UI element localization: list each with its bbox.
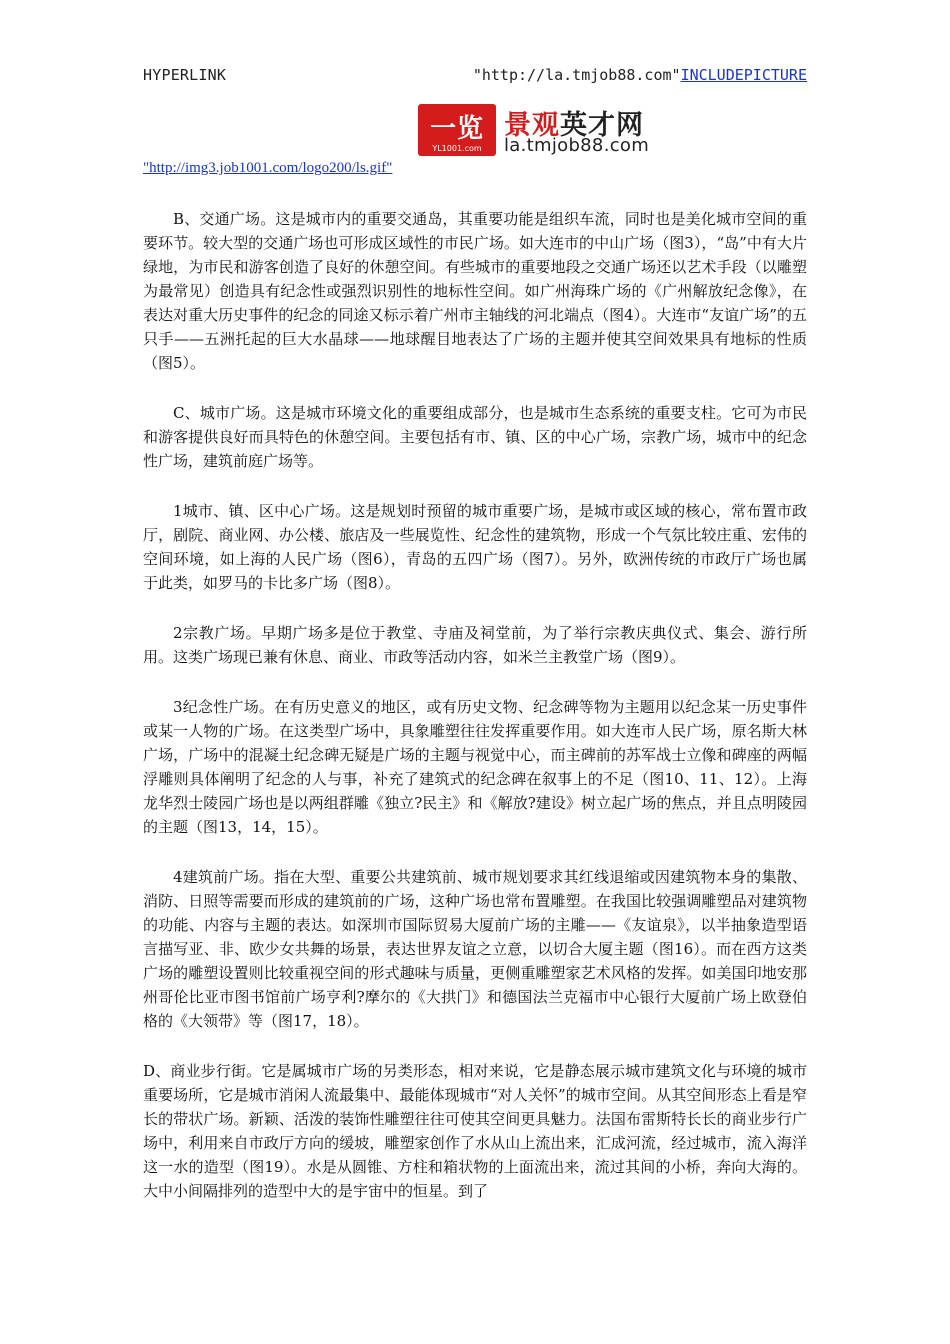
field-code-line (143, 66, 807, 90)
paragraph-traffic-square: B、交通广场。这是城市内的重要交通岛，其重要功能是组织车流，同时也是美化城市空间的重要环节。较大型的交通广场也可形成区域性的市民广场。如大连市的中山广场（图3），“岛”中有大片绿地，为市民和游客创造了良好的休憩空间。有些城市的重要地段之交通广场还以艺术手段（以雕塑为最常见）创造具有纪念性或强烈识别性的地标性空间。如广州海珠广场的《广州解放纪念像》，在表达对重大历史事件的纪念的同途又标示着广州市主轴线的河北端点（图4）。大连市“友谊广场”的五只手——五洲托起的巨大水晶球——地球醒目地表达了广场的主题并使其空间效果具有地标的性质（图5）。 (143, 210, 807, 372)
logo-badge (418, 104, 496, 156)
hyperlink-field-code: HYPERLINK (143, 66, 227, 84)
site-logo[interactable] (418, 104, 668, 156)
logo-badge-domain: YL1001.com (432, 144, 482, 153)
hyperlink-url-text: "http://la.tmjob88.com" (472, 66, 681, 84)
paragraph-pedestrian-street: D、商业步行街。它是属城市广场的另类形态，相对来说，它是静态展示城市建筑文化与环境的城市重要场所，它是城市消闲人流最集中、最能体现城市“对人关怀”的城市空间。从其空间形态上看是窄长的带状广场。新颖、活泼的装饰性雕塑往往可使其空间更具魅力。法国布雷斯特长长的商业步行广场中，利用来自市政厅方向的缓坡，雕塑家创作了水从山上流出来，汇成河流，经过城市，流入海洋这一水的造型（图19）。水是从圆锥、方柱和箱状物的上面流出来，流过其间的小桥，奔向大海的。大中小间隔排列的造型中大的是宇宙中的恒星。到了 (143, 1062, 807, 1200)
article-body (143, 207, 807, 1229)
field-url-group (473, 66, 807, 84)
includepicture-link[interactable]: INCLUDEPICTURE (680, 66, 807, 84)
paragraph-religious-square: 2宗教广场。早期广场多是位于教堂、寺庙及祠堂前，为了举行宗教庆典仪式、集会、游行所用。这类广场现已兼有休息、商业、市政等活动内容，如米兰主教堂广场（图9）。 (143, 624, 807, 666)
paragraph-center-square: 1城市、镇、区中心广场。这是规划时预留的城市重要广场，是城市或区域的核心，常布置市政厅，剧院、商业网、办公楼、旅店及一些展览性、纪念性的建筑物，形成一个气氛比较庄重、宏伟的空间环境，如上海的人民广场（图6），青岛的五四广场（图7）。另外，欧洲传统的市政厅广场也属于此类，如罗马的卡比多广场（图8）。 (143, 502, 807, 592)
logo-title-red: 景观 (504, 110, 560, 141)
paragraph-city-square: C、城市广场。这是城市环境文化的重要组成部分，也是城市生态系统的重要支柱。它可为市民和游客提供良好而具特色的休憩空间。主要包括有市、镇、区的中心广场，宗教广场，城市中的纪念性广场，建筑前庭广场等。 (143, 404, 807, 470)
logo-badge-text: 一览 (429, 114, 484, 144)
logo-url: la.tmjob88.com (504, 135, 650, 156)
paragraph-memorial-square: 3纪念性广场。在有历史意义的地区，或有历史文物、纪念碑等物为主题用以纪念某一历史事件或某一人物的广场。在这类型广场中，具象雕塑往往发挥重要作用。如大连市人民广场，原名斯大林广场，广场中的混凝土纪念碑无疑是广场的主题与视觉中心，而主碑前的苏军战士立像和碑座的两幅浮雕则具体阐明了纪念的人与事，补充了建筑式的纪念碑在叙事上的不足（图10、11、12）。上海龙华烈士陵园广场也是以两组群雕《独立?民主》和《解放?建设》树立起广场的焦点，并且点明陵园的主题（图13，14，15）。 (143, 698, 807, 836)
logo-title-dark: 英才网 (560, 110, 644, 141)
image-source-link[interactable]: "http://img3.job1001.com/logo200/ls.gif" (143, 160, 393, 176)
paragraph-building-front-square: 4建筑前广场。指在大型、重要公共建筑前、城市规划要求其红线退缩或因建筑物本身的集散、消防、日照等需要而形成的建筑前的广场，这种广场也常布置雕塑。在我国比较强调雕塑品对建筑物的功能、内容与主题的表达。如深圳市国际贸易大厦前广场的主雕——《友谊泉》，以半抽象造型语言描写亚、非、欧少女共舞的场景，表达世界友谊之立意，以切合大厦主题（图16）。而在西方这类广场的雕塑设置则比较重视空间的形式趣味与质量，更侧重雕塑家艺术风格的发挥。如美国印地安那州哥伦比亚市图书馆前广场亨利?摩尔的《大拱门》和德国法兰克福市中心银行大厦前广场上欧登伯格的《大领带》等（图17，18）。 (143, 868, 807, 1030)
